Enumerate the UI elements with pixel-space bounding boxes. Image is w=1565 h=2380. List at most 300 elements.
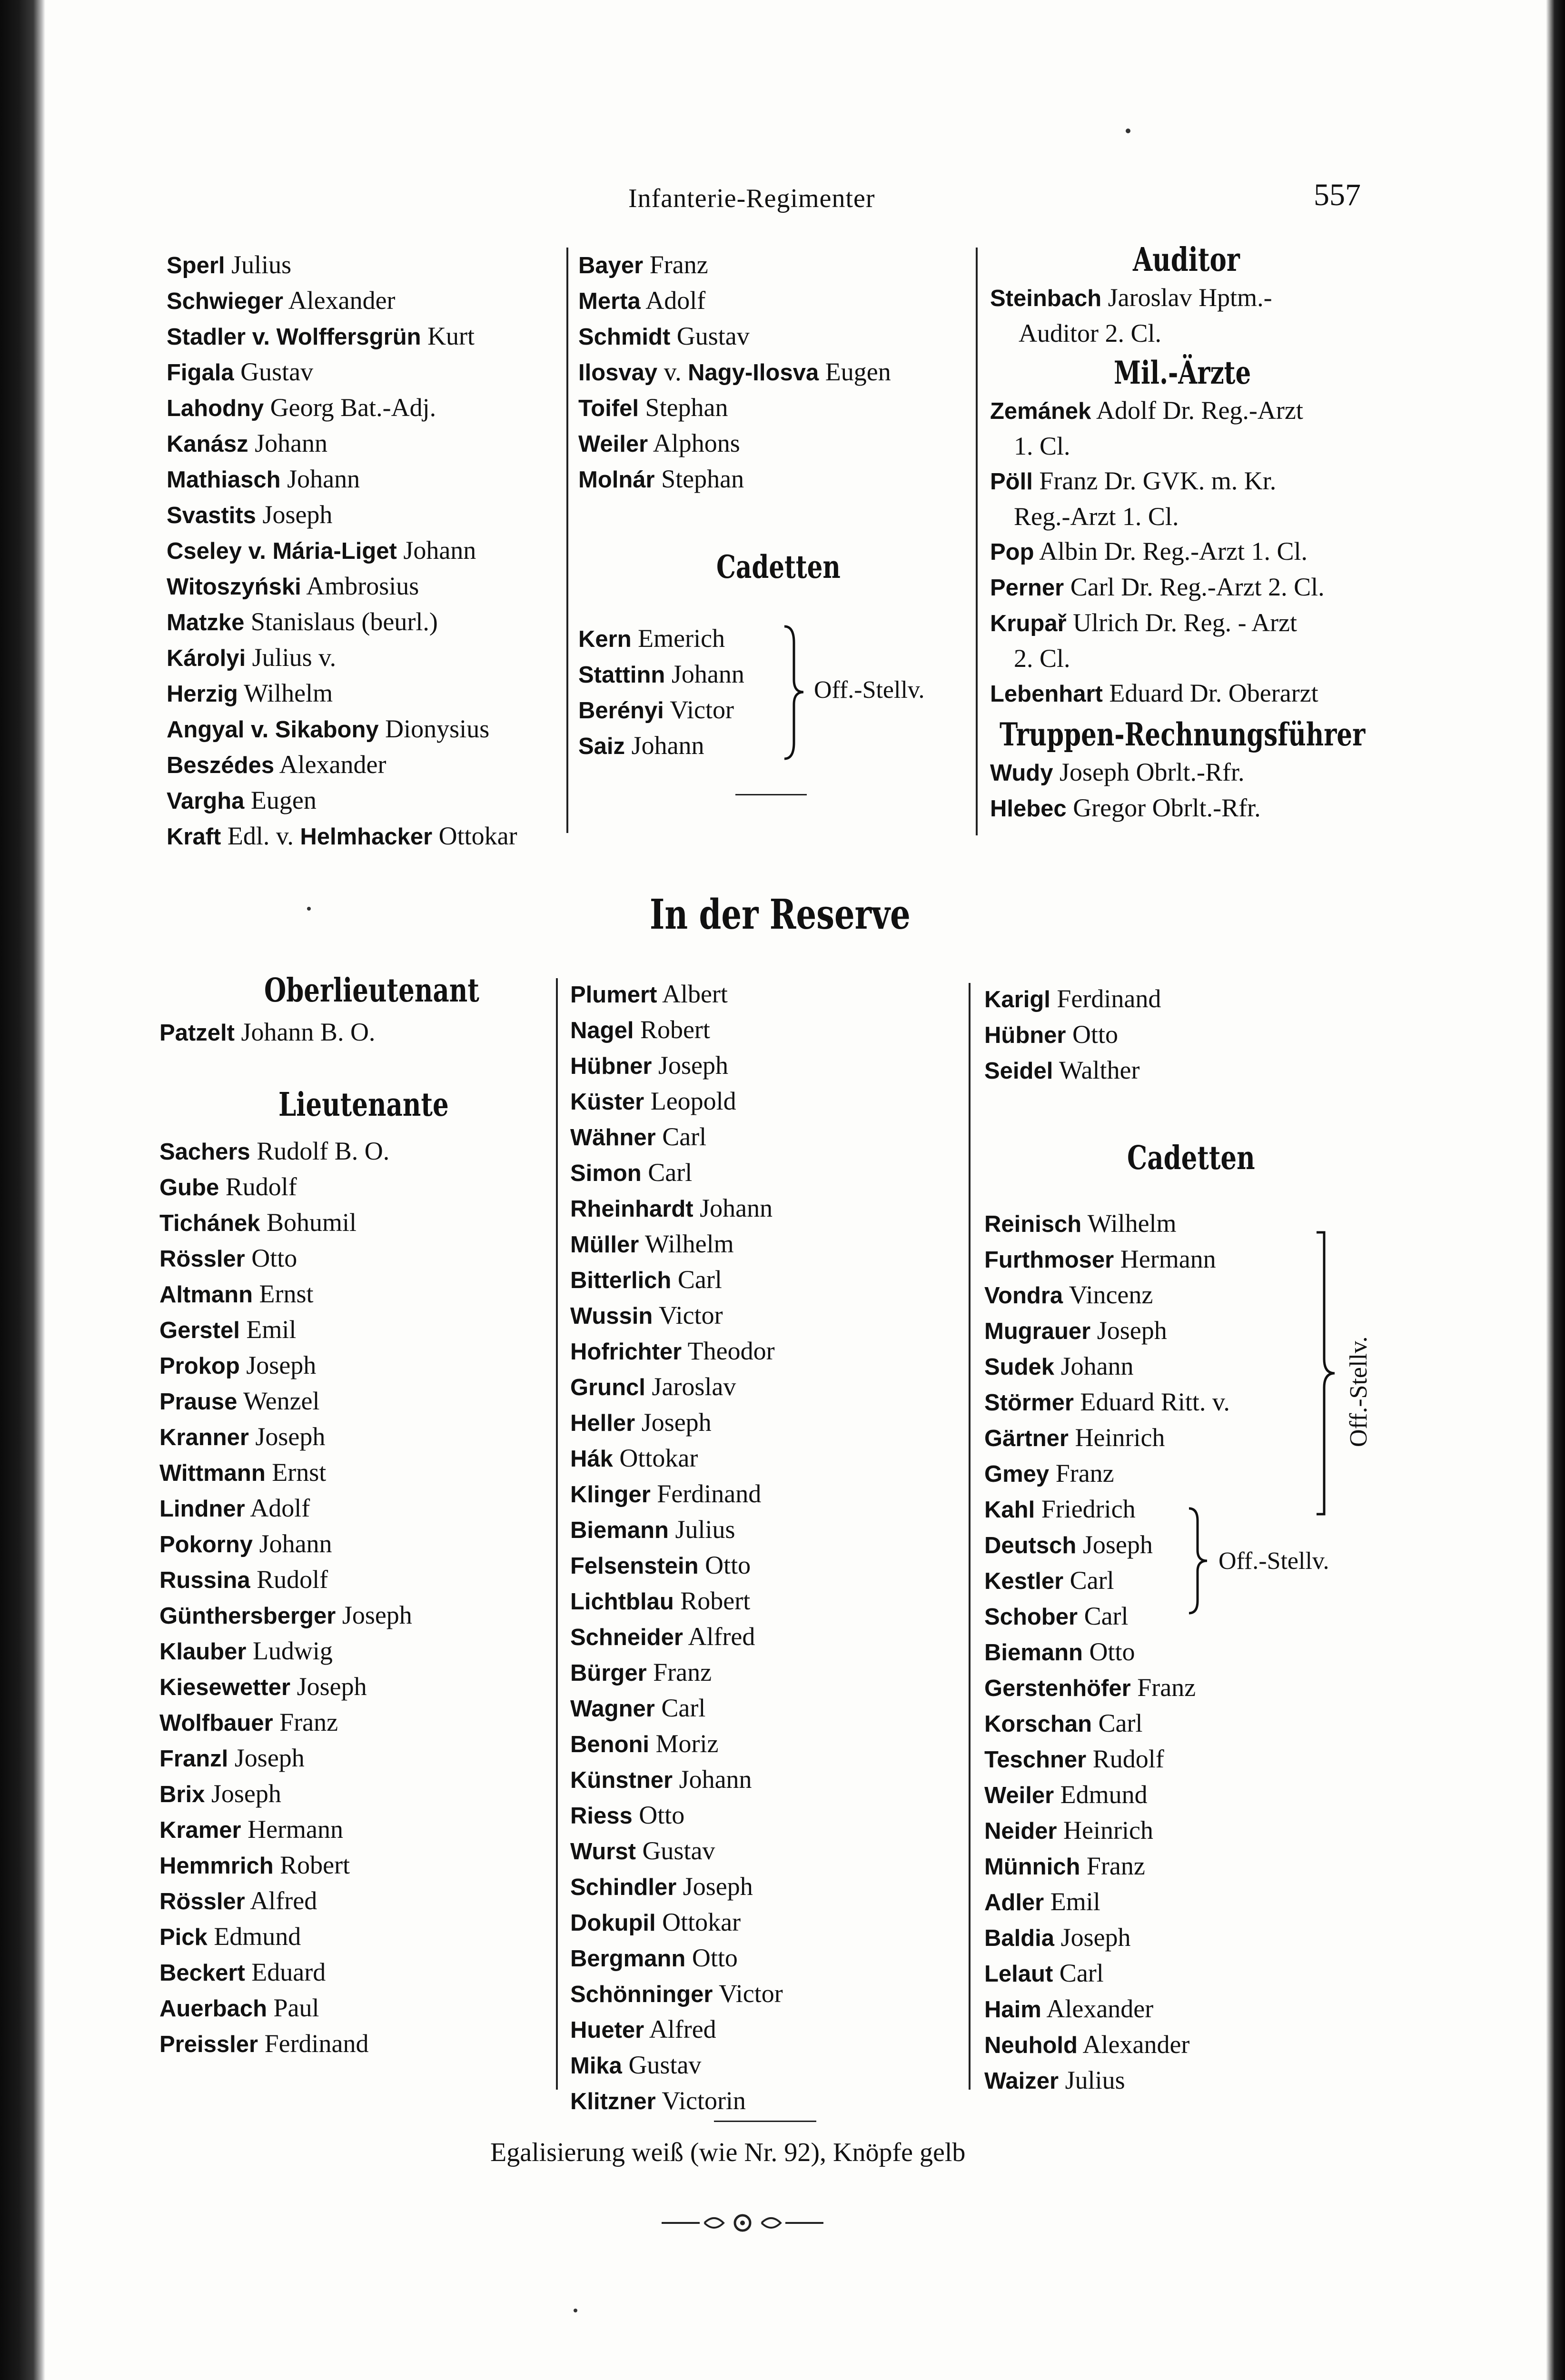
list-item bbox=[570, 1084, 961, 1120]
given-name: Ludwig bbox=[252, 1636, 333, 1665]
surname: Zemánek bbox=[990, 398, 1091, 424]
surname: Kraft bbox=[167, 824, 221, 850]
list-item bbox=[570, 1905, 961, 1941]
given-name: Julius bbox=[675, 1515, 735, 1544]
surname: Russina bbox=[159, 1567, 250, 1593]
given-name: Friedrich bbox=[1041, 1495, 1136, 1523]
footer-note: Egalisierung weiß (wie Nr. 92), Knöpfe gelb bbox=[490, 2138, 966, 2167]
list-item bbox=[570, 1191, 961, 1227]
surname: Hofrichter bbox=[570, 1339, 682, 1365]
surname: Schneider bbox=[570, 1625, 683, 1650]
list-item bbox=[159, 1491, 555, 1527]
given-name: 2. Cl. bbox=[1014, 644, 1070, 673]
list-item bbox=[167, 319, 562, 355]
reserve-heading bbox=[650, 891, 984, 939]
given-name: Franz bbox=[1055, 1459, 1114, 1488]
surname: Felsenstein bbox=[570, 1553, 699, 1579]
surname: Gmey bbox=[984, 1461, 1050, 1487]
list-item bbox=[570, 1619, 961, 1655]
list-item bbox=[159, 1634, 555, 1669]
list-item bbox=[159, 1277, 555, 1312]
ink-speck bbox=[307, 907, 311, 911]
page-edge-left bbox=[0, 0, 45, 2380]
given-name: Victor bbox=[658, 1301, 723, 1329]
given-name: Emerich bbox=[638, 624, 725, 653]
list-item bbox=[984, 2063, 1413, 2099]
section-heading: Oberlieutenant bbox=[264, 972, 479, 1010]
section-heading: Lieutenante bbox=[278, 1086, 449, 1124]
given-name: Ottokar bbox=[438, 822, 517, 850]
surname: Witoszyński bbox=[167, 574, 301, 600]
surname: Bergmann bbox=[570, 1946, 686, 1972]
surname: Tichánek bbox=[159, 1210, 260, 1236]
surname: Biemann bbox=[570, 1517, 669, 1543]
given-name: Stanislaus (beurl.) bbox=[250, 607, 438, 636]
surname: Benoni bbox=[570, 1732, 650, 1757]
list-item bbox=[159, 1919, 555, 1955]
given-name: Alfred bbox=[250, 1886, 317, 1915]
surname: Perner bbox=[990, 575, 1064, 601]
brace-icon bbox=[781, 624, 809, 762]
surname: Bitterlich bbox=[570, 1268, 672, 1293]
surname: Gärtner bbox=[984, 1426, 1069, 1451]
surname: Karigl bbox=[984, 987, 1050, 1012]
surname: Prokop bbox=[159, 1353, 240, 1379]
surname: Pop bbox=[990, 539, 1034, 565]
given-name: Paul bbox=[273, 1993, 319, 2022]
surname: Schwieger bbox=[167, 288, 284, 314]
surname: Weiler bbox=[578, 431, 648, 457]
surname: Kestler bbox=[984, 1568, 1064, 1594]
surname: Beszédes bbox=[167, 753, 275, 778]
surname: Hemmrich bbox=[159, 1853, 274, 1879]
column-divider bbox=[976, 248, 978, 835]
given-name: Edmund bbox=[1060, 1780, 1148, 1809]
given-name: Carl bbox=[662, 1122, 707, 1151]
surname: Kanász bbox=[167, 431, 248, 457]
brace-icon bbox=[1314, 1230, 1342, 1516]
surname: Kern bbox=[578, 626, 632, 652]
given-name: Alexander bbox=[288, 286, 396, 315]
surname: Hueter bbox=[570, 2017, 644, 2043]
surname: Reinisch bbox=[984, 1211, 1082, 1237]
list-item bbox=[159, 1741, 555, 1776]
surname: Teschner bbox=[984, 1747, 1087, 1773]
given-name: Julius bbox=[231, 250, 292, 279]
list-item bbox=[159, 1455, 555, 1491]
list-item bbox=[990, 605, 1399, 641]
surname: Berényi bbox=[578, 698, 664, 724]
given-name: Theodor bbox=[687, 1337, 775, 1365]
given-name: Otto bbox=[705, 1551, 751, 1579]
given-name: Eduard bbox=[251, 1958, 326, 1986]
surname: Simon bbox=[570, 1160, 642, 1186]
list-item bbox=[578, 390, 983, 426]
given-name: Ambrosius bbox=[306, 572, 419, 600]
list-item bbox=[990, 534, 1399, 570]
list-item bbox=[990, 676, 1399, 712]
list-item bbox=[159, 1312, 555, 1348]
list-item bbox=[570, 1584, 961, 1619]
list-item bbox=[167, 355, 562, 390]
given-name: Johann bbox=[1060, 1352, 1134, 1380]
surname: Kiesewetter bbox=[159, 1675, 291, 1700]
surname: Mugrauer bbox=[984, 1319, 1091, 1344]
given-name: Hermann bbox=[248, 1815, 344, 1844]
list-item bbox=[570, 1477, 961, 1512]
surname: Mika bbox=[570, 2053, 622, 2079]
surname: Kranner bbox=[159, 1425, 249, 1450]
list-item bbox=[159, 1848, 555, 1884]
given-name: Jaroslav bbox=[652, 1372, 736, 1401]
list-item bbox=[570, 1405, 961, 1441]
list-item bbox=[570, 977, 961, 1012]
list-item bbox=[984, 1884, 1413, 1920]
list-item bbox=[159, 1705, 555, 1741]
given-name: Joseph bbox=[641, 1408, 712, 1437]
given-name: Ottokar bbox=[662, 1908, 741, 1936]
section-heading: Auditor bbox=[1133, 241, 1240, 279]
surname: Biemann bbox=[984, 1640, 1083, 1666]
brace-label-top: Off.-Stellv. bbox=[814, 676, 925, 704]
given-name: Ottokar bbox=[619, 1444, 698, 1472]
section-heading: Cadetten bbox=[1127, 1139, 1255, 1177]
page-edge-right bbox=[1546, 0, 1565, 2380]
surname: Ilosvay bbox=[578, 360, 658, 386]
given-name: Johann bbox=[255, 429, 328, 457]
surname: Hák bbox=[570, 1446, 613, 1472]
column-divider bbox=[566, 248, 568, 833]
given-name: Victor bbox=[670, 695, 734, 724]
list-item bbox=[570, 1298, 961, 1334]
given-name: Jaroslav Hptm.- bbox=[1108, 283, 1272, 312]
section-heading: Truppen-Rechnungsführer bbox=[1000, 716, 1366, 753]
surname: Pokorny bbox=[159, 1532, 253, 1557]
given-name: Eugen bbox=[825, 357, 891, 386]
given-name: Ferdinand bbox=[657, 1479, 762, 1508]
surname: Wussin bbox=[570, 1303, 653, 1329]
surname: Pick bbox=[159, 1924, 208, 1950]
surname: Nagy-Ilosva bbox=[688, 360, 819, 386]
list-item bbox=[990, 464, 1399, 499]
list-item bbox=[167, 747, 562, 783]
given-name: Otto bbox=[1072, 1020, 1119, 1049]
given-name: Franz bbox=[1137, 1673, 1196, 1702]
list-item bbox=[570, 1976, 961, 2012]
list-item bbox=[984, 1956, 1413, 1992]
list-item bbox=[159, 1170, 555, 1205]
given-name: Wilhelm bbox=[244, 679, 333, 707]
surname: Neider bbox=[984, 1818, 1057, 1844]
list-item bbox=[167, 248, 562, 283]
given-name: Johann bbox=[259, 1529, 332, 1558]
given-name: Albin Dr. Reg.-Arzt 1. Cl. bbox=[1039, 537, 1308, 565]
given-name: Heinrich bbox=[1075, 1423, 1165, 1452]
list-item bbox=[167, 640, 562, 676]
surname: Rheinhardt bbox=[570, 1196, 693, 1222]
list-item bbox=[570, 1726, 961, 1762]
surname: Stattinn bbox=[578, 662, 665, 688]
given-name: Johann bbox=[671, 660, 744, 688]
given-name: Eduard Dr. Oberarzt bbox=[1109, 679, 1318, 707]
given-name: Robert bbox=[280, 1851, 350, 1879]
surname: Klinger bbox=[570, 1482, 651, 1507]
list-item bbox=[990, 499, 1399, 534]
given-name: Adolf bbox=[250, 1494, 310, 1522]
list-item bbox=[159, 1669, 555, 1705]
given-name: Joseph bbox=[234, 1744, 305, 1772]
surname: Helmhacker bbox=[300, 824, 433, 850]
column-divider bbox=[556, 978, 558, 2090]
list-item bbox=[159, 1419, 555, 1455]
given-name: Otto bbox=[639, 1801, 685, 1829]
surname: Sperl bbox=[167, 253, 225, 278]
list-item bbox=[984, 1849, 1413, 1884]
given-name: Adolf bbox=[645, 286, 706, 315]
page-number: 557 bbox=[1314, 178, 1361, 212]
given-name: Joseph bbox=[262, 500, 333, 529]
list-item bbox=[984, 1278, 1413, 1313]
list-item bbox=[570, 1441, 961, 1477]
surname: Wurst bbox=[570, 1839, 636, 1864]
list-item bbox=[570, 1334, 961, 1369]
given-name: Vincenz bbox=[1069, 1280, 1153, 1309]
surname: Sudek bbox=[984, 1354, 1055, 1380]
list-item bbox=[578, 426, 983, 462]
list-item bbox=[159, 1384, 555, 1419]
surname: Stadler v. Wolffersgrün bbox=[167, 324, 421, 350]
given-name: Wilhelm bbox=[644, 1230, 734, 1258]
list-item bbox=[570, 1369, 961, 1405]
given-name: Joseph bbox=[1060, 1923, 1131, 1952]
surname: Müller bbox=[570, 1232, 639, 1258]
given-name: Joseph Obrlt.-Rfr. bbox=[1059, 758, 1245, 786]
reserve-heading-text: In der Reserve bbox=[650, 891, 911, 939]
cadetten-heading-top bbox=[716, 550, 875, 585]
surname: Angyal v. Sikabony bbox=[167, 717, 379, 743]
given-name: Kurt bbox=[427, 322, 475, 350]
given-name: Johann B. O. bbox=[241, 1018, 376, 1046]
surname: Kramer bbox=[159, 1817, 241, 1843]
list-item bbox=[984, 1017, 1413, 1053]
surname: Klauber bbox=[159, 1639, 247, 1665]
surname: Lindner bbox=[159, 1496, 245, 1522]
list-item bbox=[570, 2012, 961, 2048]
surname: Pöll bbox=[990, 469, 1033, 495]
given-name: Victor bbox=[719, 1979, 783, 2008]
list-item bbox=[159, 2026, 555, 2062]
list-item bbox=[984, 1992, 1413, 2027]
rank-text: Auditor 2. Cl. bbox=[1019, 319, 1162, 347]
list-item bbox=[570, 1048, 961, 1084]
given-name: Rudolf B. O. bbox=[257, 1137, 390, 1165]
surname: Günthersberger bbox=[159, 1603, 336, 1629]
reserve-column-1 bbox=[159, 973, 555, 2062]
given-name: Alexander bbox=[1046, 1994, 1154, 2023]
surname: Störmer bbox=[984, 1390, 1074, 1416]
list-item bbox=[167, 390, 562, 426]
given-name: Rudolf bbox=[225, 1172, 297, 1201]
surname: Nagel bbox=[570, 1018, 634, 1043]
given-name: Emil bbox=[246, 1315, 297, 1344]
surname: Hübner bbox=[570, 1053, 652, 1079]
surname: Steinbach bbox=[990, 286, 1102, 311]
list-item bbox=[570, 1512, 961, 1548]
surname: Dokupil bbox=[570, 1910, 656, 1936]
given-name: Carl bbox=[1084, 1602, 1129, 1630]
list-item bbox=[570, 1155, 961, 1191]
list-item bbox=[990, 570, 1399, 605]
list-item bbox=[167, 462, 562, 497]
surname: Cseley v. Mária-Liget bbox=[167, 538, 397, 564]
surname: Gerstel bbox=[159, 1318, 240, 1343]
list-item bbox=[570, 2083, 961, 2119]
given-name: Johann bbox=[679, 1765, 752, 1794]
list-item bbox=[159, 1562, 555, 1598]
surname: Franzl bbox=[159, 1746, 228, 1772]
surname: Waizer bbox=[984, 2068, 1059, 2094]
list-item bbox=[159, 1598, 555, 1634]
surname: Hlebec bbox=[990, 796, 1067, 822]
list-item bbox=[159, 1015, 555, 1051]
surname: Altmann bbox=[159, 1282, 253, 1308]
surname: Wolfbauer bbox=[159, 1710, 273, 1736]
list-item bbox=[984, 1742, 1413, 1777]
given-name: Johann bbox=[287, 465, 360, 493]
list-item bbox=[167, 819, 562, 854]
list-item bbox=[167, 569, 562, 605]
surname: Klitzner bbox=[570, 2089, 656, 2114]
given-name: Alexander bbox=[1082, 2030, 1190, 2059]
list-item bbox=[570, 1941, 961, 1976]
surname: Lelaut bbox=[984, 1961, 1053, 1987]
given-name: Carl bbox=[1059, 1959, 1104, 1987]
list-item bbox=[159, 1955, 555, 1991]
given-name: Carl bbox=[677, 1265, 722, 1294]
surname: Deutsch bbox=[984, 1533, 1077, 1558]
list-item bbox=[984, 1920, 1413, 1956]
given-name: Georg Bat.-Adj. bbox=[270, 393, 436, 422]
given-name: Emil bbox=[1050, 1887, 1100, 1916]
given-name: Albert bbox=[662, 980, 728, 1008]
list-item bbox=[159, 1991, 555, 2026]
surname: Beckert bbox=[159, 1960, 245, 1986]
list-item bbox=[570, 1262, 961, 1298]
list-item bbox=[578, 248, 983, 283]
list-item bbox=[570, 2048, 961, 2083]
surname: Adler bbox=[984, 1890, 1044, 1915]
list-item bbox=[984, 1456, 1413, 1492]
given-name: Otto bbox=[692, 1944, 738, 1972]
list-item bbox=[984, 982, 1413, 1017]
given-name: Joseph bbox=[1082, 1530, 1153, 1559]
surname: Patzelt bbox=[159, 1020, 235, 1046]
given-name: Leopold bbox=[650, 1087, 736, 1115]
ink-speck bbox=[574, 2309, 577, 2312]
given-name: Ernst bbox=[272, 1458, 327, 1487]
surname: Haim bbox=[984, 1997, 1041, 2023]
given-name: Wilhelm bbox=[1087, 1209, 1177, 1238]
surname: Figala bbox=[167, 360, 234, 386]
surname: Kahl bbox=[984, 1497, 1035, 1523]
given-name: Edl. v. bbox=[227, 822, 300, 850]
given-name: Gregor Obrlt.-Rfr. bbox=[1073, 793, 1261, 822]
surname: Molnár bbox=[578, 467, 655, 493]
given-name: Carl bbox=[661, 1694, 706, 1722]
list-item bbox=[984, 1635, 1413, 1670]
surname: Münnich bbox=[984, 1854, 1080, 1880]
list-item bbox=[984, 1670, 1413, 1706]
list-item bbox=[990, 755, 1399, 791]
surname: Riess bbox=[570, 1803, 633, 1829]
surname: Lebenhart bbox=[990, 681, 1103, 707]
given-name: Dionysius bbox=[385, 714, 490, 743]
list-item bbox=[167, 283, 562, 319]
list-item bbox=[570, 1548, 961, 1584]
surname: Lichtblau bbox=[570, 1589, 674, 1615]
surname: Preissler bbox=[159, 2032, 258, 2057]
given-name: Robert bbox=[640, 1015, 710, 1044]
list-item bbox=[570, 1691, 961, 1726]
given-name: Carl bbox=[1070, 1566, 1114, 1595]
surname: Schmidt bbox=[578, 324, 671, 350]
list-item bbox=[159, 1241, 555, 1277]
given-name: Gustav bbox=[676, 322, 750, 350]
given-name: Franz bbox=[653, 1658, 712, 1686]
list-item bbox=[990, 393, 1399, 429]
list-item bbox=[984, 1706, 1413, 1742]
list-item bbox=[570, 1762, 961, 1798]
surname: Furthmoser bbox=[984, 1247, 1114, 1273]
given-name: v. bbox=[664, 357, 688, 386]
given-name: Bohumil bbox=[267, 1208, 357, 1237]
surname: Rössler bbox=[159, 1889, 245, 1914]
given-name: Franz bbox=[649, 250, 708, 279]
list-item bbox=[167, 533, 562, 569]
ink-speck bbox=[1126, 129, 1130, 133]
list-item bbox=[167, 712, 562, 747]
staff-column bbox=[990, 243, 1399, 826]
given-name: Eugen bbox=[250, 786, 317, 814]
surname: Prause bbox=[159, 1389, 238, 1415]
given-name: Joseph bbox=[255, 1422, 326, 1451]
list-item bbox=[570, 1869, 961, 1905]
given-name: Ferdinand bbox=[264, 2029, 369, 2058]
given-name: 1. Cl. bbox=[1014, 432, 1070, 460]
surname: Wähner bbox=[570, 1125, 656, 1150]
given-name: Rudolf bbox=[257, 1565, 328, 1594]
given-name: Rudolf bbox=[1092, 1745, 1164, 1773]
given-name: Joseph bbox=[683, 1872, 753, 1901]
given-name: Franz bbox=[1086, 1852, 1145, 1880]
list-item bbox=[167, 783, 562, 819]
given-name: Ferdinand bbox=[1057, 984, 1161, 1013]
cadetten-heading-text: Cadetten bbox=[716, 548, 841, 585]
list-item bbox=[570, 1834, 961, 1869]
surname: Gruncl bbox=[570, 1375, 645, 1400]
list-item bbox=[990, 641, 1399, 676]
given-name: Johann bbox=[631, 731, 704, 760]
surname: Neuhold bbox=[984, 2033, 1078, 2058]
active-officers-column-2 bbox=[578, 248, 983, 497]
surname: Vargha bbox=[167, 788, 245, 814]
surname: Vondra bbox=[984, 1283, 1063, 1309]
given-name: Wenzel bbox=[243, 1387, 320, 1415]
given-name: Julius bbox=[1065, 2066, 1125, 2094]
given-name: Carl bbox=[648, 1158, 693, 1187]
surname: Schober bbox=[984, 1604, 1078, 1630]
list-item bbox=[984, 2027, 1413, 2063]
